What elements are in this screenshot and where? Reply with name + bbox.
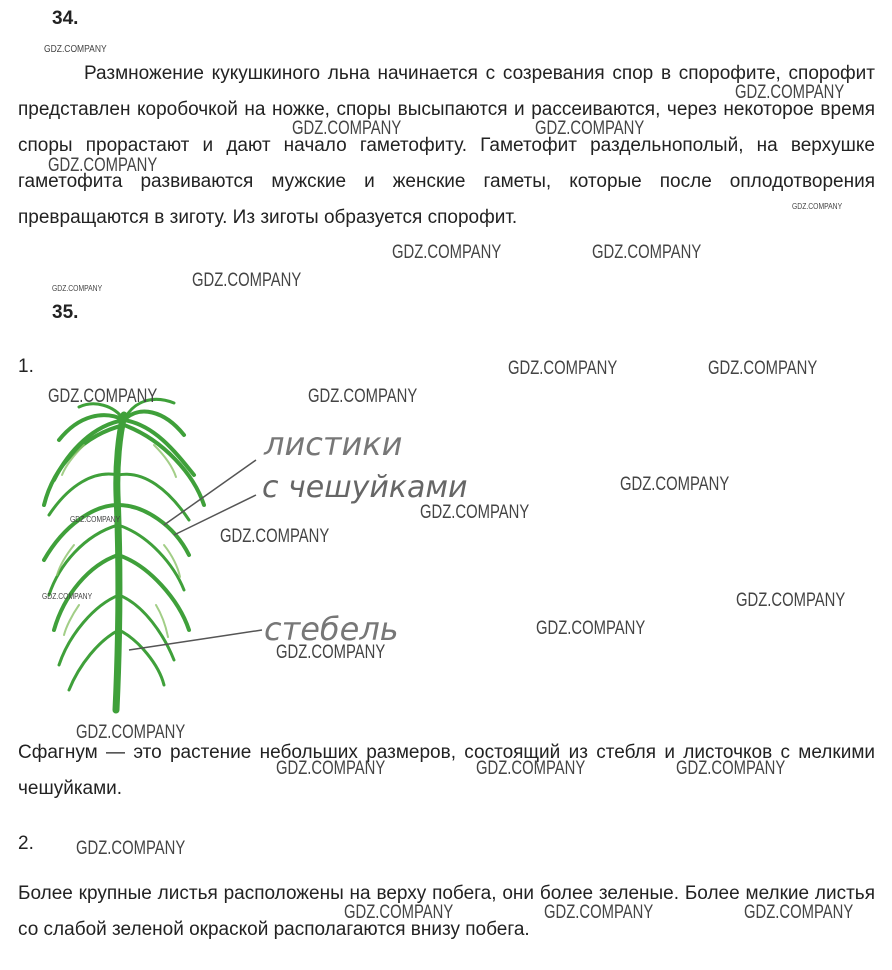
watermark: GDZ.COMPANY xyxy=(76,838,186,859)
watermark: GDZ.COMPANY xyxy=(536,618,646,639)
watermark: GDZ.COMPANY xyxy=(308,386,418,407)
watermark: GDZ.COMPANY xyxy=(508,358,618,379)
watermark: GDZ.COMPANY xyxy=(276,642,386,663)
item-1-text: Сфагнум — это растение небольших размеров, состоящий из стебля и листочков с мелкими чешуйками. xyxy=(18,742,875,799)
watermark: GDZ.COMPANY xyxy=(392,242,502,263)
watermark: GDZ.COMPANY xyxy=(676,758,786,779)
watermark: GDZ.COMPANY xyxy=(735,82,845,103)
watermark: GDZ.COMPANY xyxy=(42,592,93,601)
watermark: GDZ.COMPANY xyxy=(535,118,645,139)
watermark: GDZ.COMPANY xyxy=(544,902,654,923)
watermark: GDZ.COMPANY xyxy=(44,44,107,55)
watermark: GDZ.COMPANY xyxy=(220,526,330,547)
watermark: GDZ.COMPANY xyxy=(592,242,702,263)
watermark: GDZ.COMPANY xyxy=(344,902,454,923)
watermark: GDZ.COMPANY xyxy=(476,758,586,779)
watermark: GDZ.COMPANY xyxy=(292,118,402,139)
watermark: GDZ.COMPANY xyxy=(708,358,818,379)
watermark: GDZ.COMPANY xyxy=(48,386,158,407)
question-34-number: 34. xyxy=(52,8,79,29)
question-34-text: Размножение кукушкиного льна начинается с созревания спор в спорофите, спорофит представлен коробочкой на ножке, споры высыпаются и рассеиваются, через некоторое время споры прорастают и дают начало гаметофиту. Гаметофит раздельнополый, на верхушке гаметофита развиваются мужские и женские гаметы, которые после оплодотворения превращаются в зиготу. Из зиготы образуется спорофит. xyxy=(18,63,875,228)
item-2-text: Более крупные листья расположены на верху побега, они более зеленые. Более мелкие листья со слабой зеленой окраской располагаются внизу побега. xyxy=(18,883,875,940)
watermark: GDZ.COMPANY xyxy=(744,902,854,923)
watermark: GDZ.COMPANY xyxy=(736,590,846,611)
watermark: GDZ.COMPANY xyxy=(48,155,158,176)
label-leaves-line2: с чешуйками xyxy=(262,470,468,505)
watermark: GDZ.COMPANY xyxy=(276,758,386,779)
watermark: GDZ.COMPANY xyxy=(792,202,843,211)
watermark: GDZ.COMPANY xyxy=(70,515,121,524)
watermark: GDZ.COMPANY xyxy=(76,722,186,743)
label-leaves-line1: листики xyxy=(264,425,403,463)
sphagnum-plant-drawing xyxy=(24,395,514,715)
watermark: GDZ.COMPANY xyxy=(620,474,730,495)
watermark: GDZ.COMPANY xyxy=(52,284,103,293)
question-35-number: 35. xyxy=(52,302,79,323)
item-1-marker: 1. xyxy=(18,356,34,377)
watermark: GDZ.COMPANY xyxy=(192,270,302,291)
item-2-marker: 2. xyxy=(18,833,34,854)
label-stem: стебель xyxy=(264,610,399,648)
watermark: GDZ.COMPANY xyxy=(420,502,530,523)
